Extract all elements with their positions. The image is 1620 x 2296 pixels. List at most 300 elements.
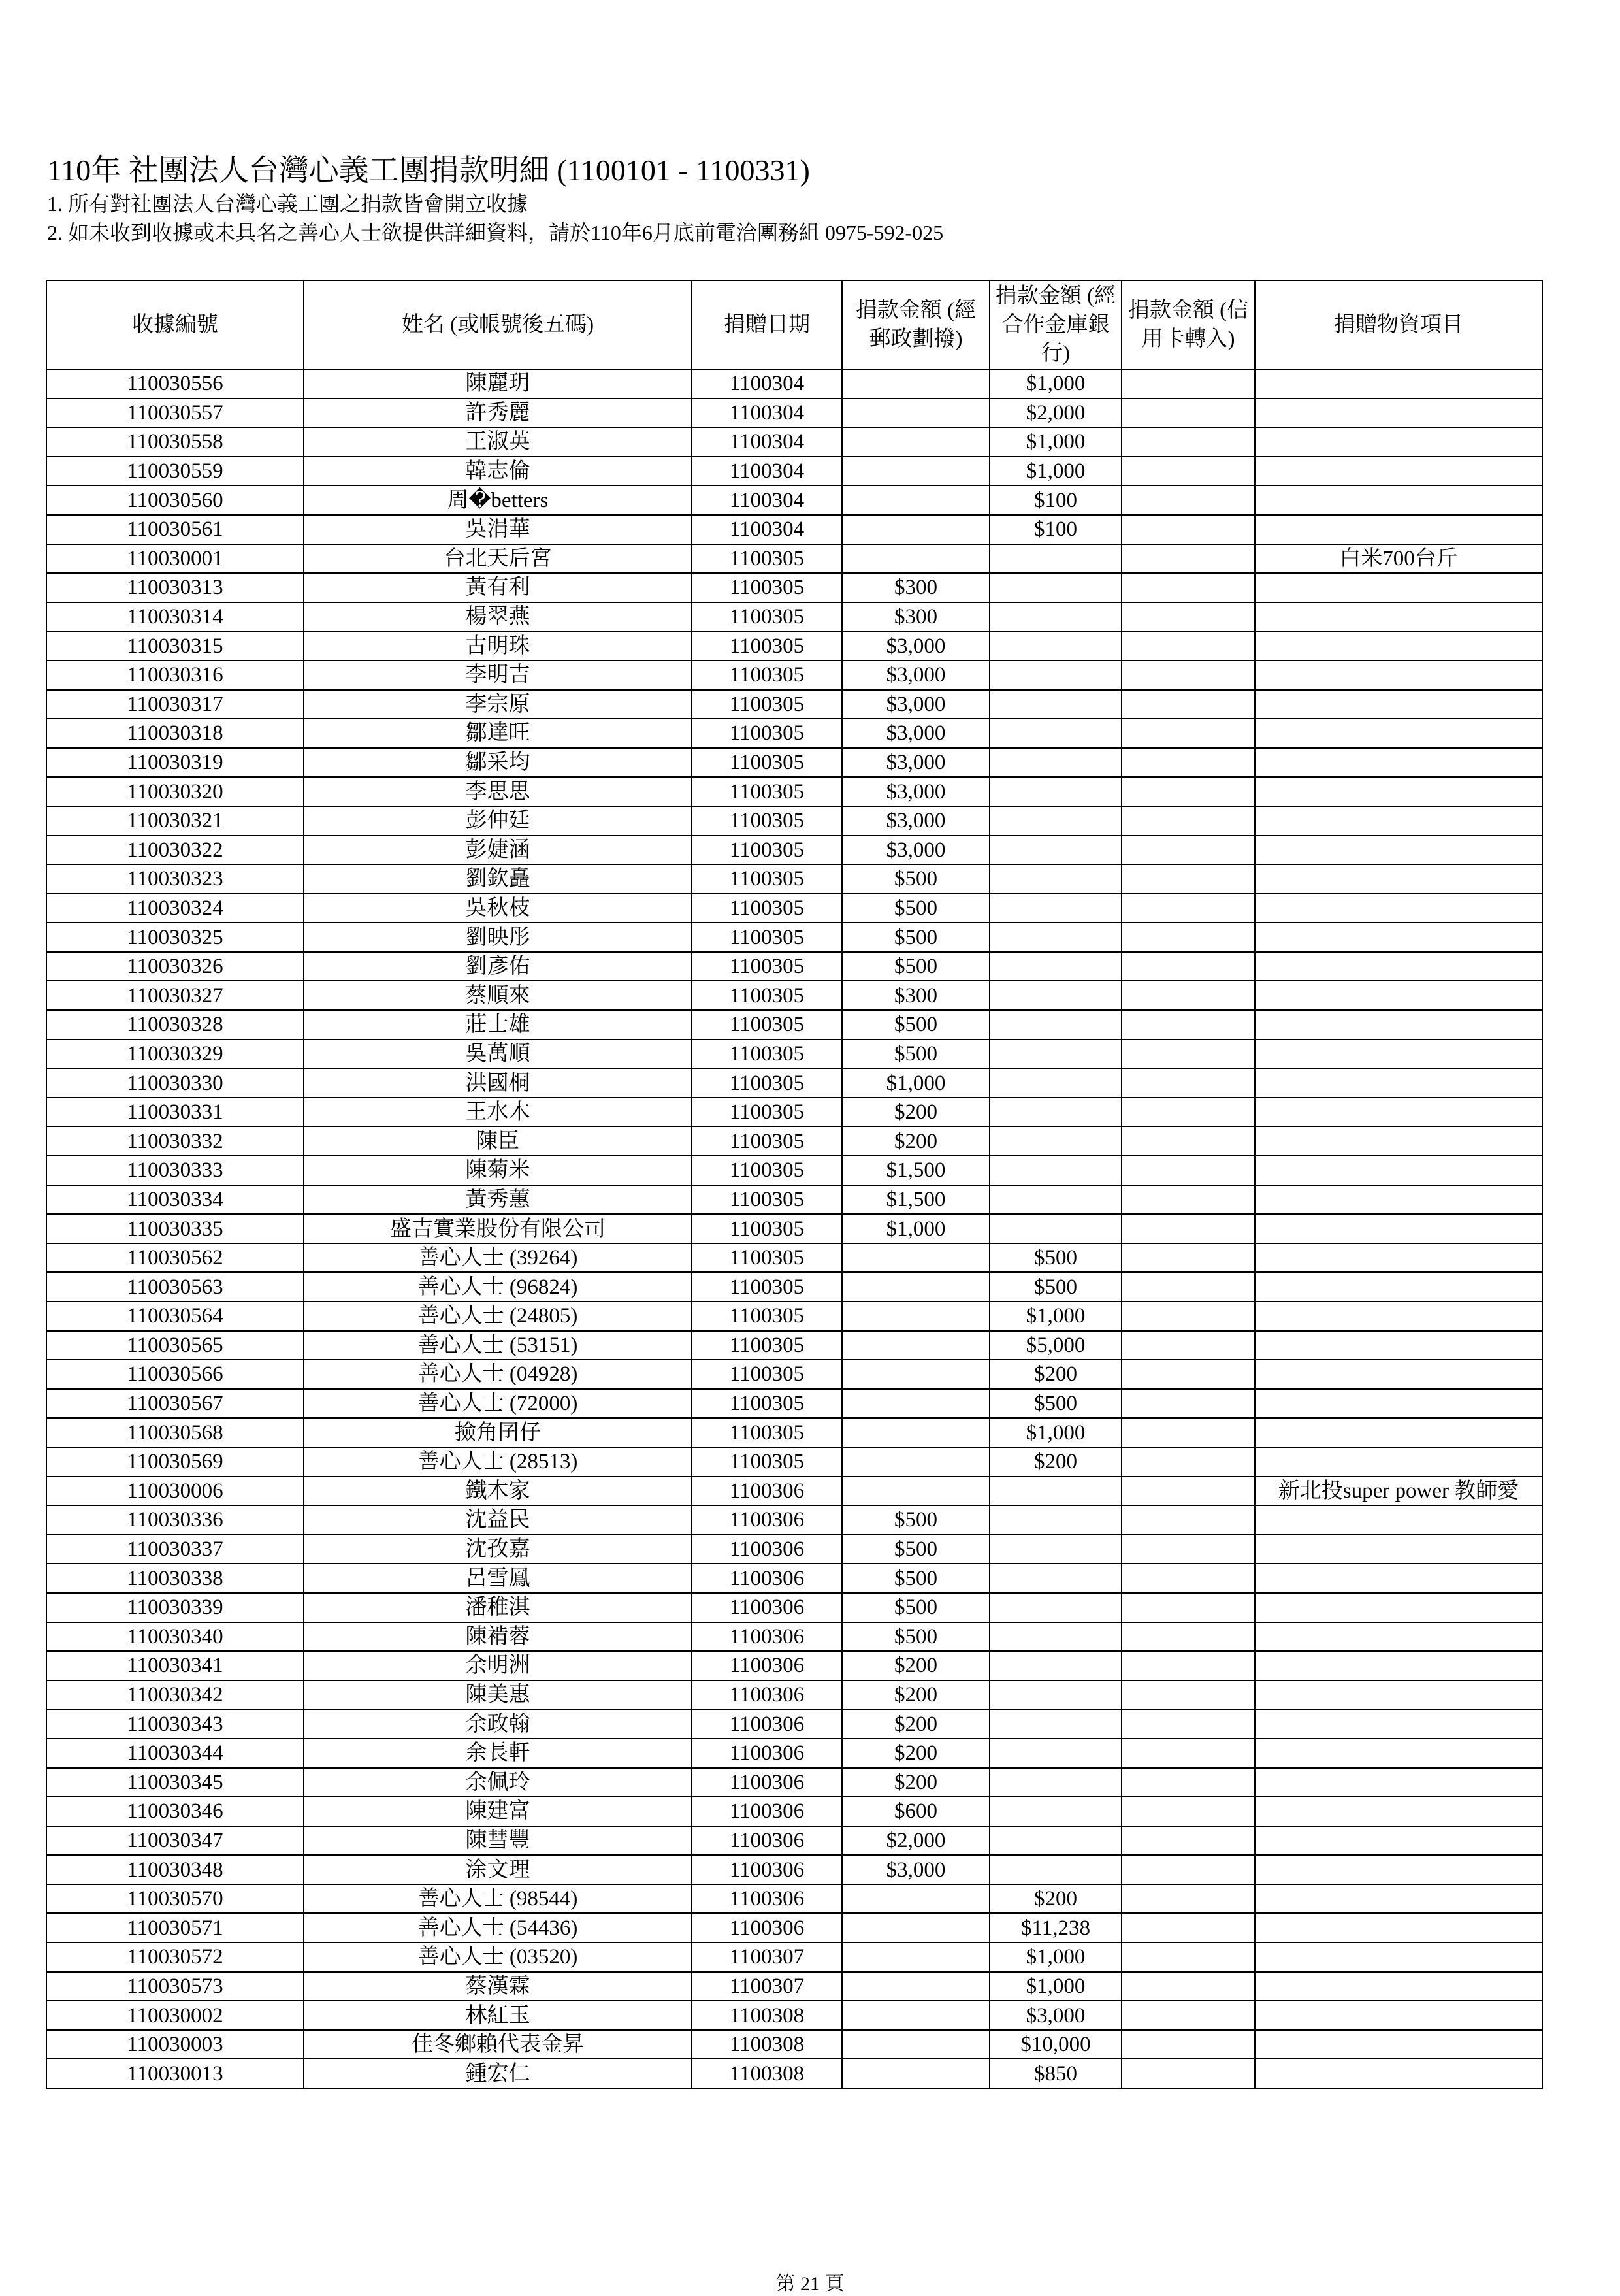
donor-name-cell: 陳麗玥 [304, 369, 692, 399]
postal-amount-cell: $300 [842, 981, 990, 1010]
table-row [46, 1622, 1542, 1652]
postal-amount-cell: $500 [842, 864, 990, 894]
table-row [46, 1855, 1542, 1884]
donor-name-cell: 潘稚淇 [304, 1593, 692, 1622]
goods-cell [1255, 894, 1542, 923]
table-row [46, 1943, 1542, 1972]
document-header [47, 152, 943, 247]
bank-amount-cell [990, 661, 1122, 690]
postal-amount-cell: $3,000 [842, 690, 990, 719]
donor-name-cell: 許秀麗 [304, 399, 692, 428]
date-cell: 1100305 [692, 894, 842, 923]
goods-cell [1255, 1972, 1542, 2001]
donor-name-cell: 陳彗豐 [304, 1826, 692, 1856]
goods-cell [1255, 1214, 1542, 1243]
credit-card-amount-cell [1122, 1884, 1255, 1914]
postal-amount-cell: $1,000 [842, 1068, 990, 1098]
goods-cell [1255, 399, 1542, 428]
table-row [46, 573, 1542, 602]
postal-amount-cell [842, 1302, 990, 1331]
postal-amount-cell: $200 [842, 1768, 990, 1797]
postal-amount-cell: $3,000 [842, 836, 990, 865]
table-row [46, 806, 1542, 836]
credit-card-amount-cell [1122, 1972, 1255, 2001]
credit-card-amount-cell [1122, 1418, 1255, 1447]
date-cell: 1100305 [692, 806, 842, 836]
postal-amount-cell: $600 [842, 1797, 990, 1826]
goods-cell [1255, 1272, 1542, 1302]
credit-card-amount-cell [1122, 573, 1255, 602]
table-row [46, 661, 1542, 690]
goods-cell [1255, 2059, 1542, 2088]
date-cell: 1100305 [692, 602, 842, 632]
table-row [46, 602, 1542, 632]
donor-name-cell: 蔡順來 [304, 981, 692, 1010]
date-cell: 1100306 [692, 1826, 842, 1856]
postal-amount-cell [842, 457, 990, 486]
goods-cell [1255, 836, 1542, 865]
postal-amount-cell: $300 [842, 573, 990, 602]
date-cell: 1100304 [692, 485, 842, 515]
donor-name-cell: 劉欽矗 [304, 864, 692, 894]
postal-amount-cell: $200 [842, 1739, 990, 1768]
receipt-no-cell: 110030343 [46, 1709, 304, 1739]
goods-cell [1255, 1040, 1542, 1069]
receipt-no-cell: 110030325 [46, 923, 304, 952]
bank-amount-cell: $500 [990, 1243, 1122, 1273]
table-row [46, 1272, 1542, 1302]
date-cell: 1100308 [692, 2030, 842, 2059]
donor-name-cell: 台北天后宮 [304, 544, 692, 574]
donor-name-cell: 善心人士 (72000) [304, 1389, 692, 1419]
table-row [46, 1505, 1542, 1535]
date-cell: 1100306 [692, 1739, 842, 1768]
credit-card-amount-cell [1122, 719, 1255, 748]
goods-cell [1255, 631, 1542, 661]
credit-card-amount-cell [1122, 1564, 1255, 1593]
table-row [46, 1389, 1542, 1419]
bank-amount-cell: $5,000 [990, 1331, 1122, 1360]
receipt-no-cell: 110030329 [46, 1040, 304, 1069]
date-cell: 1100305 [692, 573, 842, 602]
donor-name-cell: 蔡漢霖 [304, 1972, 692, 2001]
receipt-no-cell: 110030562 [46, 1243, 304, 1273]
receipt-no-cell: 110030336 [46, 1505, 304, 1535]
postal-amount-cell [842, 1389, 990, 1419]
date-cell: 1100305 [692, 1068, 842, 1098]
bank-amount-cell: $11,238 [990, 1913, 1122, 1943]
receipt-no-cell: 110030321 [46, 806, 304, 836]
credit-card-amount-cell [1122, 923, 1255, 952]
postal-amount-cell: $200 [842, 1098, 990, 1127]
goods-cell [1255, 661, 1542, 690]
bank-amount-cell [990, 1709, 1122, 1739]
receipt-no-cell: 110030320 [46, 777, 304, 806]
bank-amount-cell [990, 1593, 1122, 1622]
bank-amount-cell: $200 [990, 1447, 1122, 1477]
date-cell: 1100306 [692, 1884, 842, 1914]
receipt-no-cell: 110030560 [46, 485, 304, 515]
date-cell: 1100306 [692, 1477, 842, 1506]
donor-name-cell: 陳美惠 [304, 1681, 692, 1710]
receipt-no-cell: 110030315 [46, 631, 304, 661]
postal-amount-cell [842, 1243, 990, 1273]
table-row [46, 748, 1542, 778]
donor-name-cell: 陳建富 [304, 1797, 692, 1826]
receipt-no-cell: 110030003 [46, 2030, 304, 2059]
bank-amount-cell [990, 1156, 1122, 1185]
date-cell: 1100305 [692, 1272, 842, 1302]
date-cell: 1100305 [692, 1185, 842, 1215]
credit-card-amount-cell [1122, 1943, 1255, 1972]
table-row [46, 2059, 1542, 2088]
credit-card-amount-cell [1122, 661, 1255, 690]
receipt-no-cell: 110030557 [46, 399, 304, 428]
postal-amount-cell [842, 1884, 990, 1914]
postal-amount-cell: $500 [842, 952, 990, 981]
goods-cell [1255, 1681, 1542, 1710]
postal-amount-cell [842, 544, 990, 574]
receipt-no-cell: 110030330 [46, 1068, 304, 1098]
credit-card-amount-cell [1122, 1826, 1255, 1856]
date-cell: 1100305 [692, 864, 842, 894]
credit-card-amount-cell [1122, 1797, 1255, 1826]
postal-amount-cell: $200 [842, 1126, 990, 1156]
date-cell: 1100305 [692, 690, 842, 719]
bank-amount-cell [990, 777, 1122, 806]
donor-name-cell: 陳褃蓉 [304, 1622, 692, 1652]
date-cell: 1100304 [692, 369, 842, 399]
donor-name-cell: 吳秋枝 [304, 894, 692, 923]
goods-cell [1255, 981, 1542, 1010]
donor-name-cell: 周�betters [304, 485, 692, 515]
goods-cell [1255, 952, 1542, 981]
bank-amount-cell: $200 [990, 1360, 1122, 1389]
bank-amount-cell: $100 [990, 485, 1122, 515]
date-cell: 1100306 [692, 1651, 842, 1681]
date-cell: 1100306 [692, 1709, 842, 1739]
credit-card-amount-cell [1122, 602, 1255, 632]
goods-cell [1255, 1331, 1542, 1360]
bank-amount-cell: $3,000 [990, 2001, 1122, 2030]
receipt-no-cell: 110030326 [46, 952, 304, 981]
bank-amount-cell [990, 1068, 1122, 1098]
date-cell: 1100305 [692, 952, 842, 981]
donation-table [46, 280, 1543, 2089]
date-cell: 1100305 [692, 1214, 842, 1243]
note-contact: 2. 如未收到收據或未具名之善心人士欲提供詳細資料，請於110年6月底前電洽團務組 0975-592-025 [47, 221, 944, 244]
postal-amount-cell [842, 515, 990, 544]
postal-amount-cell: $3,000 [842, 661, 990, 690]
column-header-postal-amount: 捐款金額 (經郵政劃撥) [842, 280, 990, 369]
donor-name-cell: 陳菊米 [304, 1156, 692, 1185]
goods-cell [1255, 1884, 1542, 1914]
bank-amount-cell: $10,000 [990, 2030, 1122, 2059]
postal-amount-cell: $500 [842, 894, 990, 923]
receipt-no-cell: 110030316 [46, 661, 304, 690]
donor-name-cell: 涂文理 [304, 1855, 692, 1884]
receipt-no-cell: 110030346 [46, 1797, 304, 1826]
receipt-no-cell: 110030313 [46, 573, 304, 602]
goods-cell [1255, 602, 1542, 632]
credit-card-amount-cell [1122, 1913, 1255, 1943]
date-cell: 1100305 [692, 661, 842, 690]
credit-card-amount-cell [1122, 777, 1255, 806]
date-cell: 1100305 [692, 1126, 842, 1156]
donor-name-cell: 善心人士 (54436) [304, 1913, 692, 1943]
bank-amount-cell: $1,000 [990, 369, 1122, 399]
goods-cell [1255, 2030, 1542, 2059]
receipt-no-cell: 110030318 [46, 719, 304, 748]
date-cell: 1100305 [692, 1156, 842, 1185]
goods-cell [1255, 485, 1542, 515]
date-cell: 1100305 [692, 923, 842, 952]
credit-card-amount-cell [1122, 1010, 1255, 1040]
postal-amount-cell: $500 [842, 1622, 990, 1652]
credit-card-amount-cell [1122, 399, 1255, 428]
table-row [46, 952, 1542, 981]
credit-card-amount-cell [1122, 1272, 1255, 1302]
credit-card-amount-cell [1122, 2030, 1255, 2059]
donor-name-cell: 劉映彤 [304, 923, 692, 952]
date-cell: 1100306 [692, 1622, 842, 1652]
postal-amount-cell: $500 [842, 1535, 990, 1564]
goods-cell [1255, 806, 1542, 836]
table-row [46, 1360, 1542, 1389]
table-row [46, 631, 1542, 661]
receipt-no-cell: 110030327 [46, 981, 304, 1010]
date-cell: 1100306 [692, 1564, 842, 1593]
bank-amount-cell [990, 1477, 1122, 1506]
goods-cell [1255, 1797, 1542, 1826]
goods-cell [1255, 1709, 1542, 1739]
column-header-goods: 捐贈物資項目 [1255, 280, 1542, 369]
date-cell: 1100305 [692, 631, 842, 661]
date-cell: 1100306 [692, 1768, 842, 1797]
table-row [46, 1126, 1542, 1156]
table-row [46, 981, 1542, 1010]
goods-cell [1255, 1943, 1542, 1972]
date-cell: 1100304 [692, 515, 842, 544]
credit-card-amount-cell [1122, 457, 1255, 486]
receipt-no-cell: 110030331 [46, 1098, 304, 1127]
receipt-no-cell: 110030568 [46, 1418, 304, 1447]
postal-amount-cell [842, 427, 990, 457]
credit-card-amount-cell [1122, 836, 1255, 865]
table-row [46, 1447, 1542, 1477]
receipt-no-cell: 110030340 [46, 1622, 304, 1652]
bank-amount-cell: $1,000 [990, 1972, 1122, 2001]
credit-card-amount-cell [1122, 1622, 1255, 1652]
date-cell: 1100305 [692, 748, 842, 778]
goods-cell [1255, 1855, 1542, 1884]
table-row [46, 1593, 1542, 1622]
donor-name-cell: 陳臣 [304, 1126, 692, 1156]
goods-cell [1255, 573, 1542, 602]
goods-cell [1255, 1564, 1542, 1593]
donor-name-cell: 劉彥佑 [304, 952, 692, 981]
table-row [46, 1535, 1542, 1564]
postal-amount-cell [842, 1447, 990, 1477]
goods-cell [1255, 1535, 1542, 1564]
credit-card-amount-cell [1122, 631, 1255, 661]
table-row [46, 1709, 1542, 1739]
donor-name-cell: 鄒達旺 [304, 719, 692, 748]
goods-cell [1255, 1185, 1542, 1215]
postal-amount-cell: $3,000 [842, 748, 990, 778]
table-row [46, 1768, 1542, 1797]
bank-amount-cell [990, 573, 1122, 602]
goods-cell [1255, 1622, 1542, 1652]
postal-amount-cell [842, 1972, 990, 2001]
donor-name-cell: 善心人士 (28513) [304, 1447, 692, 1477]
receipt-no-cell: 110030570 [46, 1884, 304, 1914]
postal-amount-cell: $500 [842, 1564, 990, 1593]
bank-amount-cell: $100 [990, 515, 1122, 544]
date-cell: 1100306 [692, 1681, 842, 1710]
receipt-no-cell: 110030324 [46, 894, 304, 923]
donor-name-cell: 韓志倫 [304, 457, 692, 486]
date-cell: 1100308 [692, 2001, 842, 2030]
date-cell: 1100308 [692, 2059, 842, 2088]
table-row [46, 1214, 1542, 1243]
receipt-no-cell: 110030337 [46, 1535, 304, 1564]
table-row [46, 544, 1542, 574]
postal-amount-cell: $3,000 [842, 719, 990, 748]
goods-cell [1255, 777, 1542, 806]
date-cell: 1100305 [692, 777, 842, 806]
table-row [46, 777, 1542, 806]
postal-amount-cell: $500 [842, 923, 990, 952]
donor-name-cell: 黃有利 [304, 573, 692, 602]
donor-name-cell: 彭仲廷 [304, 806, 692, 836]
postal-amount-cell [842, 1331, 990, 1360]
receipt-no-cell: 110030563 [46, 1272, 304, 1302]
table-row [46, 1010, 1542, 1040]
credit-card-amount-cell [1122, 1447, 1255, 1477]
bank-amount-cell [990, 923, 1122, 952]
table-row [46, 836, 1542, 865]
credit-card-amount-cell [1122, 1535, 1255, 1564]
credit-card-amount-cell [1122, 1709, 1255, 1739]
bank-amount-cell [990, 1855, 1122, 1884]
receipt-no-cell: 110030564 [46, 1302, 304, 1331]
donor-name-cell: 李明吉 [304, 661, 692, 690]
goods-cell [1255, 427, 1542, 457]
date-cell: 1100304 [692, 457, 842, 486]
date-cell: 1100306 [692, 1797, 842, 1826]
postal-amount-cell: $1,500 [842, 1185, 990, 1215]
date-cell: 1100306 [692, 1593, 842, 1622]
receipt-no-cell: 110030323 [46, 864, 304, 894]
table-row [46, 1331, 1542, 1360]
credit-card-amount-cell [1122, 1360, 1255, 1389]
postal-amount-cell [842, 1477, 990, 1506]
donor-name-cell: 楊翠燕 [304, 602, 692, 632]
receipt-no-cell: 110030338 [46, 1564, 304, 1593]
receipt-no-cell: 110030566 [46, 1360, 304, 1389]
postal-amount-cell: $1,500 [842, 1156, 990, 1185]
goods-cell [1255, 457, 1542, 486]
date-cell: 1100305 [692, 1040, 842, 1069]
donor-name-cell: 林紅玉 [304, 2001, 692, 2030]
receipt-no-cell: 110030344 [46, 1739, 304, 1768]
receipt-no-cell: 110030565 [46, 1331, 304, 1360]
table-row [46, 1185, 1542, 1215]
credit-card-amount-cell [1122, 1185, 1255, 1215]
table-row [46, 1913, 1542, 1943]
receipt-no-cell: 110030569 [46, 1447, 304, 1477]
receipt-no-cell: 110030339 [46, 1593, 304, 1622]
date-cell: 1100305 [692, 1360, 842, 1389]
credit-card-amount-cell [1122, 690, 1255, 719]
donor-name-cell: 余長軒 [304, 1739, 692, 1768]
goods-cell [1255, 1913, 1542, 1943]
credit-card-amount-cell [1122, 1156, 1255, 1185]
postal-amount-cell: $200 [842, 1651, 990, 1681]
postal-amount-cell [842, 2001, 990, 2030]
postal-amount-cell [842, 1418, 990, 1447]
bank-amount-cell [990, 1768, 1122, 1797]
postal-amount-cell: $500 [842, 1010, 990, 1040]
receipt-no-cell: 110030348 [46, 1855, 304, 1884]
donor-name-cell: 余明洲 [304, 1651, 692, 1681]
receipt-no-cell: 110030006 [46, 1477, 304, 1506]
postal-amount-cell: $500 [842, 1040, 990, 1069]
bank-amount-cell [990, 1010, 1122, 1040]
table-row [46, 1681, 1542, 1710]
column-header-name: 姓名 (或帳號後五碼) [304, 280, 692, 369]
date-cell: 1100306 [692, 1505, 842, 1535]
bank-amount-cell [990, 1098, 1122, 1127]
date-cell: 1100307 [692, 1972, 842, 2001]
goods-cell [1255, 1360, 1542, 1389]
table-row [46, 894, 1542, 923]
receipt-no-cell: 110030559 [46, 457, 304, 486]
credit-card-amount-cell [1122, 1068, 1255, 1098]
donor-name-cell: 沈益民 [304, 1505, 692, 1535]
donor-name-cell: 善心人士 (24805) [304, 1302, 692, 1331]
donor-name-cell: 鄒采均 [304, 748, 692, 778]
receipt-no-cell: 110030335 [46, 1214, 304, 1243]
date-cell: 1100306 [692, 1855, 842, 1884]
table-row [46, 1418, 1542, 1447]
bank-amount-cell [990, 836, 1122, 865]
credit-card-amount-cell [1122, 427, 1255, 457]
donor-name-cell: 善心人士 (98544) [304, 1884, 692, 1914]
credit-card-amount-cell [1122, 1477, 1255, 1506]
date-cell: 1100306 [692, 1535, 842, 1564]
goods-cell [1255, 369, 1542, 399]
postal-amount-cell [842, 369, 990, 399]
credit-card-amount-cell [1122, 1098, 1255, 1127]
bank-amount-cell: $1,000 [990, 1302, 1122, 1331]
table-row [46, 1156, 1542, 1185]
goods-cell [1255, 1010, 1542, 1040]
goods-cell [1255, 1098, 1542, 1127]
date-cell: 1100305 [692, 1302, 842, 1331]
receipt-no-cell: 110030001 [46, 544, 304, 574]
bank-amount-cell [990, 719, 1122, 748]
receipt-no-cell: 110030572 [46, 1943, 304, 1972]
date-cell: 1100305 [692, 1331, 842, 1360]
donor-name-cell: 莊士雄 [304, 1010, 692, 1040]
receipt-no-cell: 110030573 [46, 1972, 304, 2001]
donor-name-cell: 呂雪鳳 [304, 1564, 692, 1593]
table-row [46, 1098, 1542, 1127]
goods-cell: 新北投super power 教師愛 [1255, 1477, 1542, 1506]
bank-amount-cell: $850 [990, 2059, 1122, 2088]
